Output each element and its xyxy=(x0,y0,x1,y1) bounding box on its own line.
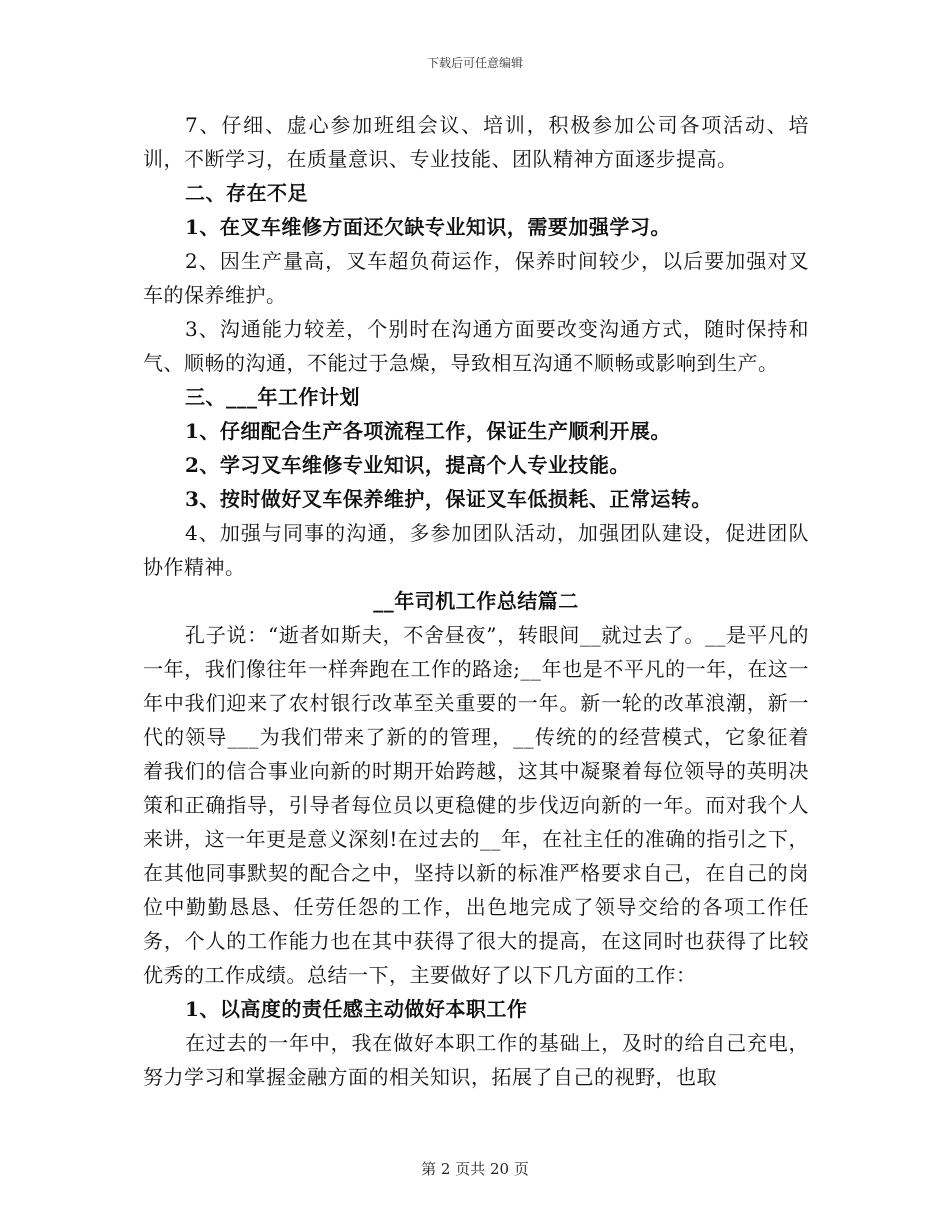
paragraph: 孔子说：“逝者如斯夫，不舍昼夜”，转眼间__就过去了。__是平凡的一年，我们像往年一样奔跑在工作的路途;__年也是不平凡的一年，在这一年中我们迎来了农村银行改革至关重要的一年。新一轮的改革浪潮，新一代的领导___为我们带来了新的的管理，__传统的的经营模式，它象征着着我们的信合事业向新的时期开始跨越，这其中凝聚着每位领导的英明决策和正确指导，引导者每位员以更稳健的步伐迈向新的一年。而对我个人来讲，这一年更是意义深刻!在过去的__年，在社主任的准确的指引之下，在其他同事默契的配合之中，坚持以新的标准严格要求自己，在自己的岗位中勤勤恳恳、任劳任怨的工作，出色地完成了领导交给的各项工作任务，个人的工作能力也在其中获得了很大的提高，在这同时也获得了比较优秀的工作成绩。总结一下，主要做好了以下几方面的工作： xyxy=(143,623,809,987)
document-body xyxy=(143,108,809,1094)
paragraph: 1、仔细配合生产各项流程工作，保证生产顺利开展。 xyxy=(185,419,671,443)
paragraph: 1、在叉车维修方面还欠缺专业知识，需要加强学习。 xyxy=(185,215,671,239)
paragraph: 在过去的一年中，我在做好本职工作的基础上，及时的给自己充电，努力学习和掌握金融方面的相关知识，拓展了自己的视野，也取 xyxy=(143,1031,809,1089)
paragraph: 3、沟通能力较差，个别时在沟通方面要改变沟通方式，随时保持和气、顺畅的沟通，不能过于急燥，导致相互沟通不顺畅或影响到生产。 xyxy=(143,317,809,375)
page-footer: 第 2 页共 20 页 xyxy=(421,1160,529,1178)
section-heading: 二、存在不足 xyxy=(185,181,308,205)
paragraph: 3、按时做好叉车保养维护，保证叉车低损耗、正常运转。 xyxy=(185,487,712,511)
section-heading: 1、以高度的责任感主动做好本职工作 xyxy=(185,997,528,1021)
paragraph: 2、学习叉车维修专业知识，提高个人专业技能。 xyxy=(185,453,630,477)
paragraph: 7、仔细、虚心参加班组会议、培训，积极参加公司各项活动、培训，不断学习，在质量意识、专业技能、团队精神方面逐步提高。 xyxy=(143,113,809,171)
page-header: 下载后可任意编辑 xyxy=(426,56,523,70)
paragraph: 2、因生产量高，叉车超负荷运作，保养时间较少，以后要加强对叉车的保养维护。 xyxy=(143,249,809,307)
paragraph: 4、加强与同事的沟通，多参加团队活动，加强团队建设，促进团队协作精神。 xyxy=(143,521,809,579)
article-title: __年司机工作总结篇二 xyxy=(373,589,579,613)
section-heading: 三、___年工作计划 xyxy=(185,385,360,409)
